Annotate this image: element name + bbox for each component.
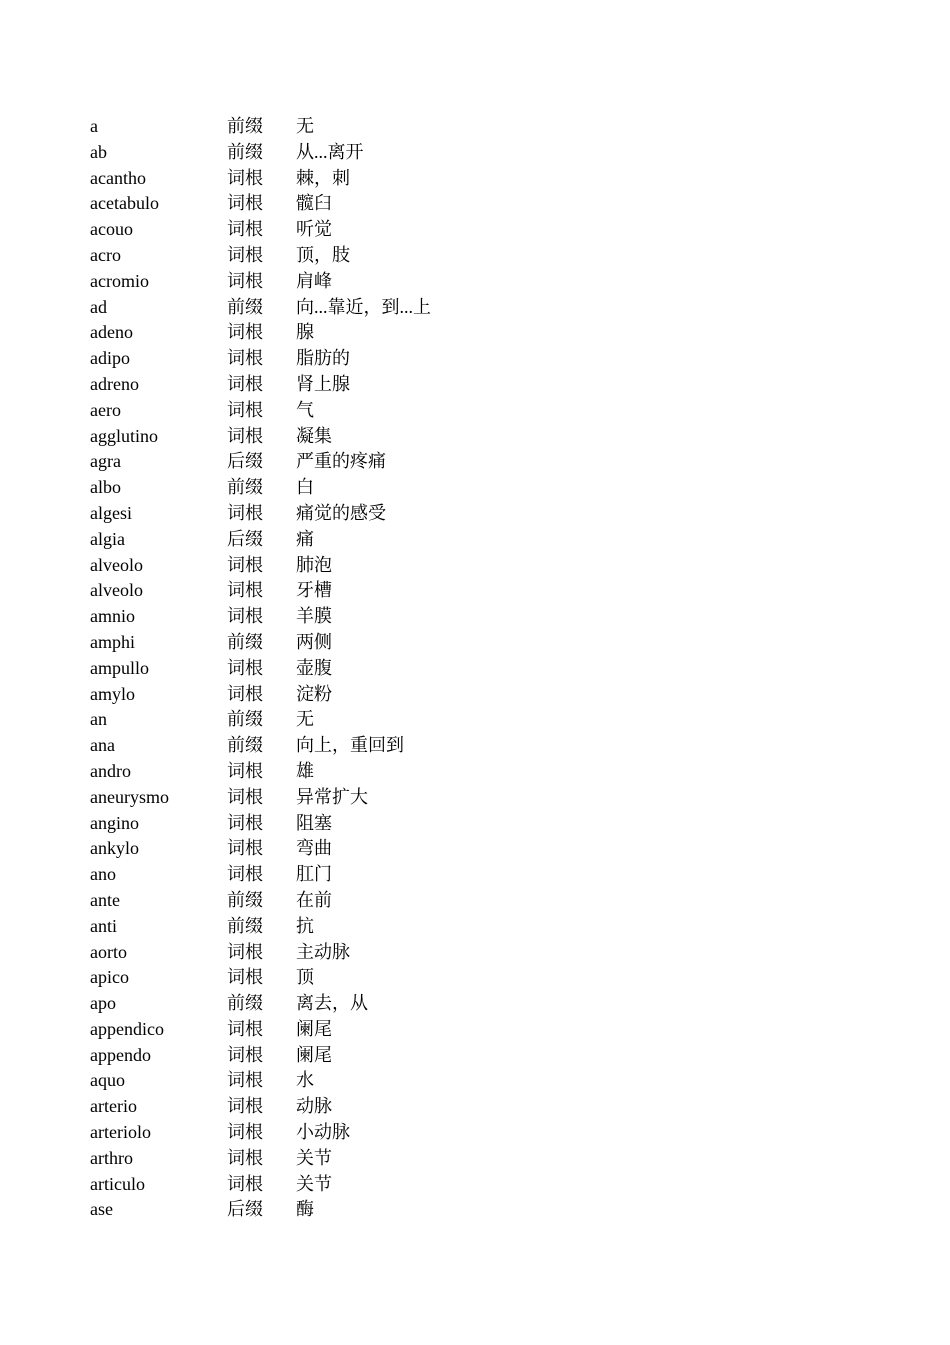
meaning-text: 痛: [296, 528, 314, 549]
term-text: aneurysmo: [90, 786, 169, 807]
term-text: ampullo: [90, 657, 149, 678]
list-item: [90, 372, 890, 398]
term-text: algia: [90, 528, 125, 549]
type-text: 词根: [227, 1018, 263, 1039]
list-item: [90, 449, 890, 475]
term-text: acromio: [90, 270, 149, 291]
meaning-text: 抗: [296, 915, 314, 936]
meaning-text: 动脉: [296, 1096, 332, 1117]
meaning-text: 髋臼: [296, 193, 332, 214]
meaning-text: 在前: [296, 889, 332, 910]
meaning-text: 无: [296, 709, 314, 730]
term-text: appendo: [90, 1044, 151, 1065]
type-text: 词根: [227, 502, 263, 523]
list-item: [90, 811, 890, 837]
list-item: [90, 527, 890, 553]
meaning-text: 严重的疼痛: [296, 451, 386, 472]
meaning-text: 离去，从: [296, 993, 368, 1014]
meaning-text: 阻塞: [296, 812, 332, 833]
type-text: 词根: [227, 657, 263, 678]
type-text: 词根: [227, 1122, 263, 1143]
list-item: [90, 965, 890, 991]
meaning-text: 羊膜: [296, 606, 332, 627]
type-text: 前缀: [227, 735, 263, 756]
type-text: 词根: [227, 322, 263, 343]
term-text: aero: [90, 399, 121, 420]
type-text: 词根: [227, 425, 263, 446]
meaning-text: 弯曲: [296, 838, 332, 859]
list-item: [90, 191, 890, 217]
type-text: 后缀: [227, 1199, 263, 1220]
list-item: [90, 888, 890, 914]
type-text: 词根: [227, 1173, 263, 1194]
term-text: anti: [90, 915, 117, 936]
meaning-text: 酶: [296, 1199, 314, 1220]
list-item: [90, 785, 890, 811]
meaning-text: 从...离开: [296, 141, 364, 162]
type-text: 前缀: [227, 631, 263, 652]
meaning-text: 壶腹: [296, 657, 332, 678]
term-text: albo: [90, 477, 121, 498]
list-item: [90, 217, 890, 243]
list-item: [90, 707, 890, 733]
meaning-text: 向...靠近，到...上: [296, 296, 431, 317]
list-item: [90, 243, 890, 269]
term-text: aquo: [90, 1070, 125, 1091]
term-text: appendico: [90, 1018, 164, 1039]
meaning-text: 肺泡: [296, 554, 332, 575]
meaning-text: 向上，重回到: [296, 735, 404, 756]
term-text: ad: [90, 296, 107, 317]
meaning-text: 凝集: [296, 425, 332, 446]
meaning-text: 异常扩大: [296, 786, 368, 807]
term-text: adipo: [90, 348, 130, 369]
term-text: ab: [90, 141, 107, 162]
type-text: 词根: [227, 864, 263, 885]
list-item: [90, 475, 890, 501]
list-item: [90, 1043, 890, 1069]
meaning-text: 主动脉: [296, 941, 350, 962]
term-text: an: [90, 709, 107, 730]
meaning-text: 肾上腺: [296, 373, 350, 394]
list-item: [90, 1172, 890, 1198]
list-item: [90, 1146, 890, 1172]
term-text: amnio: [90, 606, 135, 627]
list-item: [90, 733, 890, 759]
term-text: ano: [90, 864, 116, 885]
list-item: [90, 1197, 890, 1223]
list-item: [90, 1017, 890, 1043]
type-text: 词根: [227, 1096, 263, 1117]
meaning-text: 小动脉: [296, 1122, 350, 1143]
type-text: 词根: [227, 1147, 263, 1168]
meaning-text: 脂肪的: [296, 348, 350, 369]
meaning-text: 肩峰: [296, 270, 332, 291]
list-item: [90, 914, 890, 940]
term-text: acantho: [90, 167, 146, 188]
term-text: adreno: [90, 373, 139, 394]
type-text: 后缀: [227, 528, 263, 549]
type-text: 词根: [227, 270, 263, 291]
list-item: [90, 166, 890, 192]
meaning-text: 阑尾: [296, 1018, 332, 1039]
meaning-text: 关节: [296, 1173, 332, 1194]
type-text: 词根: [227, 786, 263, 807]
meaning-text: 腺: [296, 322, 314, 343]
list-item: [90, 656, 890, 682]
type-text: 词根: [227, 606, 263, 627]
term-text: andro: [90, 760, 131, 781]
term-text: agglutino: [90, 425, 158, 446]
term-text: agra: [90, 451, 121, 472]
type-text: 前缀: [227, 141, 263, 162]
meaning-text: 淀粉: [296, 683, 332, 704]
type-text: 词根: [227, 580, 263, 601]
meaning-text: 听觉: [296, 219, 332, 240]
type-text: 词根: [227, 838, 263, 859]
term-text: ante: [90, 889, 120, 910]
vocabulary-list: [90, 114, 890, 1223]
type-text: 词根: [227, 812, 263, 833]
type-text: 词根: [227, 399, 263, 420]
list-item: [90, 682, 890, 708]
meaning-text: 气: [296, 399, 314, 420]
list-item: [90, 398, 890, 424]
term-text: apico: [90, 967, 129, 988]
term-text: ana: [90, 735, 115, 756]
meaning-text: 水: [296, 1070, 314, 1091]
meaning-text: 棘，刺: [296, 167, 350, 188]
term-text: ase: [90, 1199, 113, 1220]
type-text: 前缀: [227, 915, 263, 936]
term-text: arterio: [90, 1096, 137, 1117]
type-text: 前缀: [227, 116, 263, 136]
type-text: 词根: [227, 193, 263, 214]
type-text: 词根: [227, 373, 263, 394]
meaning-text: 关节: [296, 1147, 332, 1168]
list-item: [90, 346, 890, 372]
term-text: articulo: [90, 1173, 145, 1194]
list-item: [90, 553, 890, 579]
list-item: [90, 1068, 890, 1094]
type-text: 词根: [227, 683, 263, 704]
meaning-text: 雄: [296, 760, 314, 781]
term-text: arteriolo: [90, 1122, 151, 1143]
term-text: adeno: [90, 322, 133, 343]
meaning-text: 肛门: [296, 864, 332, 885]
list-item: [90, 759, 890, 785]
list-item: [90, 836, 890, 862]
term-text: alveolo: [90, 554, 143, 575]
list-item: [90, 630, 890, 656]
type-text: 词根: [227, 244, 263, 265]
type-text: 前缀: [227, 993, 263, 1014]
meaning-text: 顶: [296, 967, 314, 988]
list-item: [90, 578, 890, 604]
term-text: acetabulo: [90, 193, 159, 214]
list-item: [90, 1094, 890, 1120]
type-text: 后缀: [227, 451, 263, 472]
term-text: angino: [90, 812, 139, 833]
type-text: 词根: [227, 967, 263, 988]
list-item: [90, 991, 890, 1017]
type-text: 词根: [227, 1044, 263, 1065]
meaning-text: 阑尾: [296, 1044, 332, 1065]
list-item: [90, 269, 890, 295]
list-item: [90, 424, 890, 450]
term-text: alveolo: [90, 580, 143, 601]
list-item: [90, 862, 890, 888]
list-item: [90, 320, 890, 346]
type-text: 词根: [227, 219, 263, 240]
meaning-text: 痛觉的感受: [296, 502, 386, 523]
term-text: acro: [90, 244, 121, 265]
type-text: 前缀: [227, 296, 263, 317]
type-text: 词根: [227, 348, 263, 369]
list-item: [90, 114, 890, 140]
meaning-text: 顶，肢: [296, 244, 350, 265]
meaning-text: 牙槽: [296, 580, 332, 601]
type-text: 词根: [227, 167, 263, 188]
term-text: amylo: [90, 683, 135, 704]
term-text: apo: [90, 993, 116, 1014]
type-text: 词根: [227, 554, 263, 575]
meaning-text: 白: [296, 477, 314, 498]
list-item: [90, 940, 890, 966]
term-text: aorto: [90, 941, 127, 962]
list-item: [90, 295, 890, 321]
term-text: arthro: [90, 1147, 133, 1168]
type-text: 前缀: [227, 889, 263, 910]
type-text: 词根: [227, 760, 263, 781]
list-item: [90, 501, 890, 527]
type-text: 词根: [227, 941, 263, 962]
term-text: a: [90, 116, 98, 136]
type-text: 词根: [227, 1070, 263, 1091]
meaning-text: 两侧: [296, 631, 332, 652]
type-text: 前缀: [227, 477, 263, 498]
type-text: 前缀: [227, 709, 263, 730]
list-item: [90, 604, 890, 630]
meaning-text: 无: [296, 116, 314, 136]
term-text: acouo: [90, 219, 133, 240]
term-text: algesi: [90, 502, 132, 523]
list-item: [90, 140, 890, 166]
list-item: [90, 1120, 890, 1146]
term-text: ankylo: [90, 838, 139, 859]
term-text: amphi: [90, 631, 135, 652]
